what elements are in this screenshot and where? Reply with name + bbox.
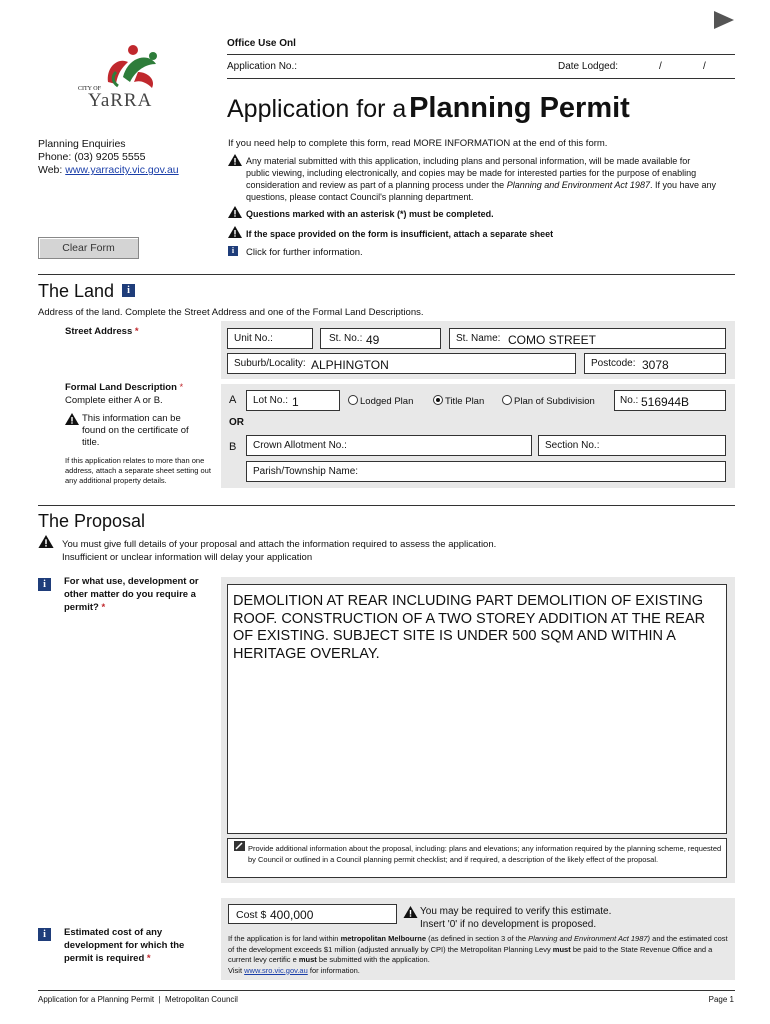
phone: Phone: (03) 9205 5555 [38,151,146,163]
application-no-label: Application No.: [227,61,298,72]
privacy-end: . If you have any questions, please contact Council's planning department. [246,180,716,202]
multi-address-note: If this application relates to more than one address, attach a separate sheet setting out any additional property details. [65,456,211,485]
levy-4: be paid to the State Revenue Office and a current levy certific [228,944,713,964]
next-page-arrow-icon[interactable] [713,10,735,30]
cost-question-text: Estimated cost of any development for which the permit is required [64,927,185,964]
warning-icon [403,906,418,918]
info-icon[interactable]: i [38,578,51,591]
lot-value: 1 [292,395,299,409]
street-no-field[interactable] [320,328,441,349]
contact-block [38,138,179,177]
additional-info-box [227,838,727,878]
plan-no-field[interactable] [614,390,726,411]
privacy-text [246,155,716,203]
use-description-field[interactable] [227,584,727,834]
use-description-value: DEMOLITION AT REAR INCLUDING PART DEMOLITION OF EXISTING ROOF. CONSTRUCTION OF A TWO STOREY ADDITION AT THE REAR OF EXISTING. SUBJECT SITE IS UNDER 500 SQM AND WITHIN A HERITAGE OVERLAY. [233,593,706,662]
planning-enquiries: Planning Enquiries [38,138,126,150]
formal-sub: Complete either A or B. [65,395,163,406]
street-name-field[interactable] [449,328,726,349]
street-address-text: Street Address [65,326,133,337]
page-title [227,92,630,125]
option-b: B [229,441,237,453]
logo-city-of: CITY OF [78,86,101,92]
yarra-logo [78,42,168,114]
levy-must-2: must [298,955,317,964]
footer-divider [38,990,735,991]
warning-icon [38,535,54,548]
parish-label: Parish/Township Name: [253,466,359,477]
unit-no-label: Unit No.: [234,333,273,344]
web-label: Web: [38,164,63,176]
section-no-field[interactable] [538,435,726,456]
verify-note [420,905,611,931]
date-separator: / [659,61,662,72]
suburb-value: ALPHINGTON [311,358,389,372]
proposal-warning-2: Insufficient or unclear information will delay your application [62,552,313,563]
land-section-title: The Land [38,281,115,301]
verify-2: Insert '0' if no development is proposed. [420,919,597,930]
levy-must: must [552,944,571,954]
warning-icon [228,154,242,166]
formal-description-label: Formal Land Description * Complete either A or B. [65,382,184,406]
levy-5: e [292,955,297,964]
info-icon[interactable]: i [122,284,135,297]
warning-icon [65,413,79,425]
use-question: For what use, development or other matter do you require a permit? * [64,576,199,613]
formal-label: Formal Land Description [65,382,177,393]
pencil-icon [234,841,245,851]
levy-1: If the application is for land within [228,934,339,943]
levy-act: Planning and Environment Act 1987) [528,934,651,943]
levy-bold: metropolitan Melbourne [340,934,426,943]
lodged-plan-radio[interactable] [348,395,413,407]
postcode-value: 3078 [642,358,669,372]
help-text: If you need help to complete this form, read MORE INFORMATION at the end of this form. [228,138,608,149]
postcode-label: Postcode: [591,358,636,369]
levy-visit: Visit [228,965,243,975]
footer-left: Application for a Planning Permit | Metropolitan Council [38,995,238,1004]
option-a: A [229,394,237,406]
info-icon[interactable]: i [38,928,51,941]
parish-field[interactable] [246,461,726,482]
privacy-act: Planning and Environment Act 1987 [506,180,650,190]
additional-info-text: Provide additional information about the proposal, including: plans and elevations; any information required by the planning scheme, requested by Council or outlined in a Council planning permit checklist; and if required, a description of the likely effect of the proposal. [248,844,722,864]
use-question-text: For what use, development or other matter do you require a permit? [64,576,199,613]
sro-link[interactable]: www.sro.vic.gov.au [244,965,308,975]
asterisk-note: Questions marked with an asterisk (*) must be completed. [246,209,494,219]
privacy-main: Any material submitted with this application, including plans and personal information, will be made available for public viewing, including electronically, and copies may be made for interested parties for the purpose of enabling consideration and review as part of a planning process under the [246,156,697,190]
land-instruction: Address of the land. Complete the Street Address and one of the Formal Land Descriptions. [38,307,424,318]
title-light: Application for a [227,95,407,123]
plan-subdivision-label: Plan of Subdivision [514,396,595,407]
proposal-section-title: The Proposal [38,511,146,531]
st-no-label: St. No.: [329,333,363,344]
page-number: Page 1 [708,995,734,1004]
unit-no-field[interactable] [227,328,313,349]
office-use-title: Office Use Onl [227,38,296,49]
levy-note [228,934,728,976]
warning-icon [228,206,242,218]
section-label: Section No.: [545,440,600,451]
date-separator: / [703,61,706,72]
levy-3: and the estimated cost of the development exceeds $1 million (adjusted annually by CPI) the Metropolitan Planning Levy [228,934,728,954]
title-bold: Planning Permit [409,92,630,124]
crown-label: Crown Allotment No.: [253,440,347,451]
or-label: OR [229,417,244,428]
verify-1: You may be required to verify this estimate. [420,906,612,917]
street-address-label: Street Address * [65,326,139,337]
plan-of-subdivision-radio[interactable] [502,395,595,407]
st-name-label: St. Name: [456,333,501,344]
st-no-value: 49 [366,333,380,347]
web [38,164,179,177]
suburb-field[interactable] [227,353,576,374]
cost-field[interactable] [228,904,397,924]
cert-note: This information can be found on the certificate of title. [82,413,189,448]
suburb-label: Suburb/Locality: [234,358,306,369]
no-label: No.: [620,395,639,406]
space-note: If the space provided on the form is insufficient, attach a separate sheet [246,229,554,239]
cost-question: Estimated cost of any development for which the permit is required * [64,927,185,964]
postcode-field[interactable] [584,353,726,374]
crown-allotment-field[interactable] [246,435,532,456]
cost-label: Cost $ [236,909,267,921]
title-plan-label: Title Plan [445,396,485,407]
warning-icon [228,226,242,238]
web-link[interactable]: www.yarracity.vic.gov.au [65,164,179,176]
proposal-warning [62,538,496,564]
title-plan-radio[interactable] [433,395,484,407]
info-icon[interactable]: i [228,246,238,256]
proposal-divider [38,505,735,506]
proposal-warning-1: You must give full details of your proposal and attach the information required to assess the application. [62,539,497,550]
further-info: Click for further information. [246,247,363,258]
office-divider-top [227,54,735,55]
logo-name: YaRRA [88,90,153,111]
office-divider-bottom [227,78,735,79]
date-lodged-label: Date Lodged: [558,61,619,72]
cost-value: 400,000 [270,908,314,922]
levy-6: be submitted with the application. [318,955,430,964]
lodged-plan-label: Lodged Plan [360,396,414,407]
st-name-value: COMO STREET [508,333,597,347]
no-value: 516944B [641,395,690,409]
land-divider [38,274,735,275]
levy-2: (as defined in section 3 of the [428,934,527,943]
lot-label: Lot No.: [253,395,289,406]
levy-end: for information. [309,965,360,975]
lot-no-field[interactable] [246,390,340,411]
clear-form-button[interactable]: Clear Form [38,237,139,259]
